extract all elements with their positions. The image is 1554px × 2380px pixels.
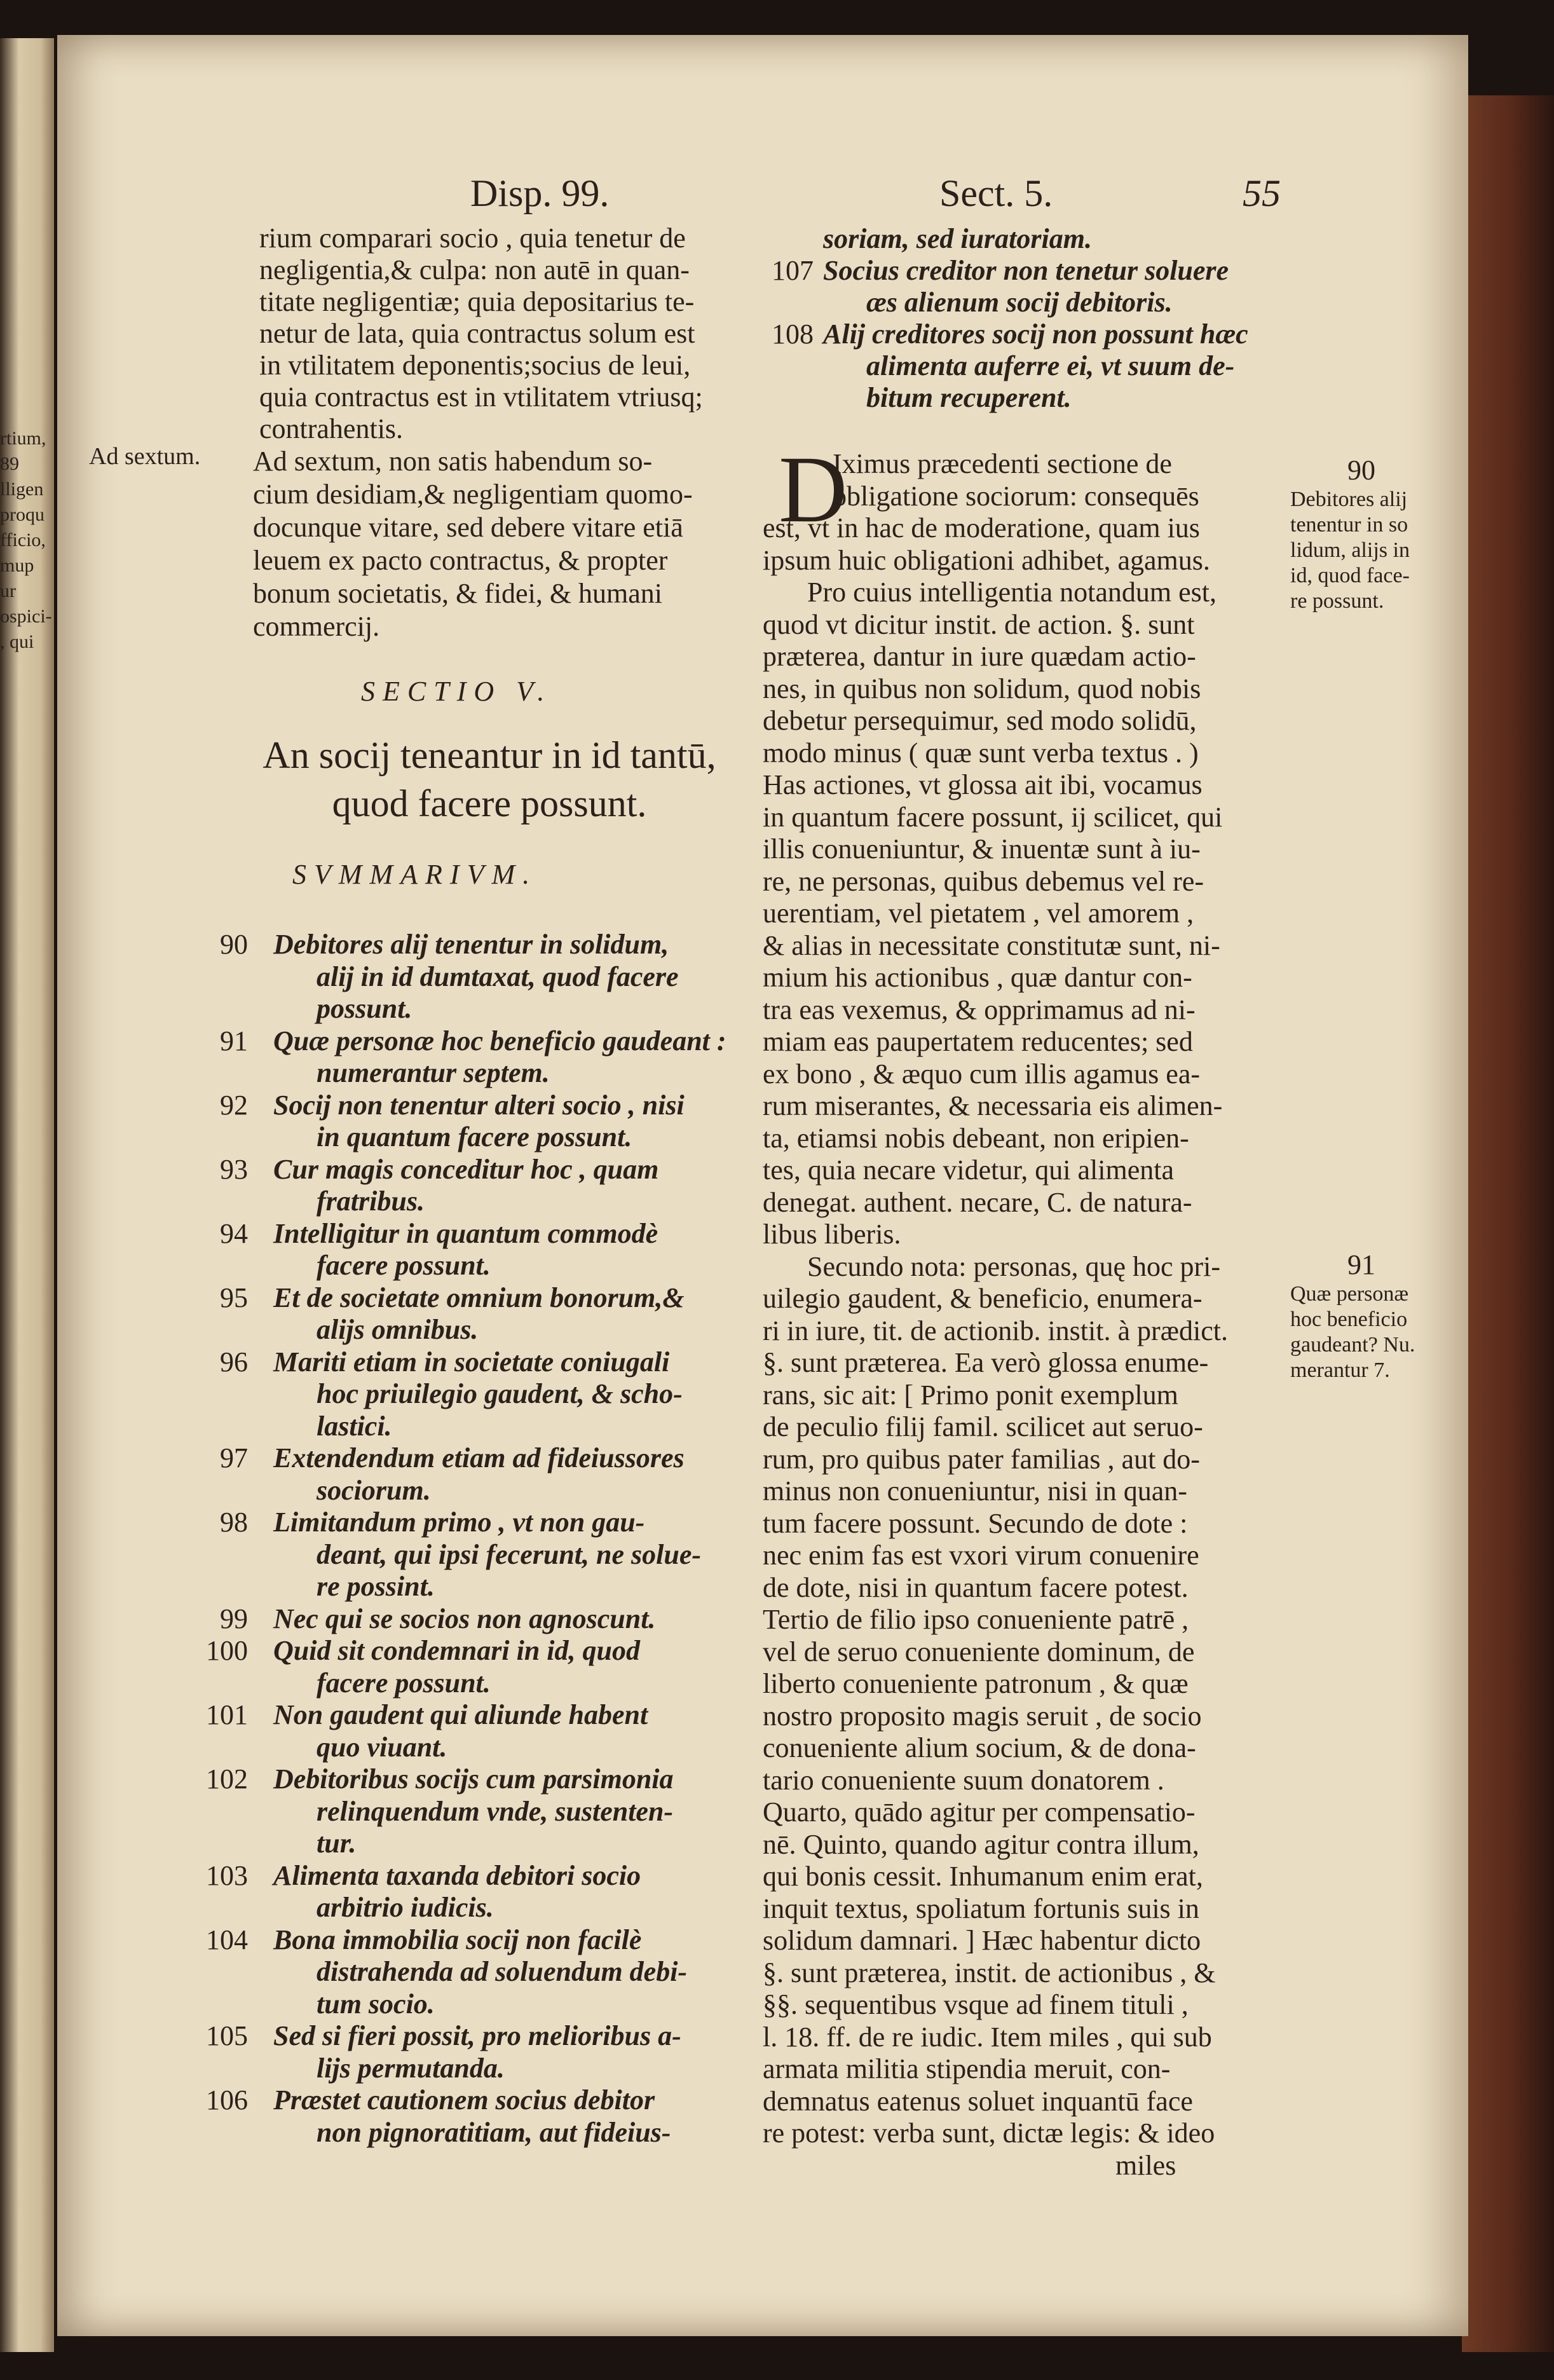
margin-note-line: re possunt.: [1290, 589, 1384, 613]
body-line: uilegio gaudent, & beneficio, enumera-: [763, 1283, 1203, 1314]
summary-number: 98: [220, 1507, 248, 1538]
text-line: titate negligentiæ; quia depositarius te-: [259, 286, 695, 317]
summary-number: 107: [772, 255, 814, 286]
summary-text-line: Mariti etiam in societate coniugali: [273, 1346, 670, 1378]
body-line: ri in iure, tit. de actionib. instit. à prædict.: [763, 1315, 1228, 1346]
summary-text-line: Socij non tenentur alteri socio , nisi: [273, 1089, 685, 1121]
summary-text-line: facere possunt.: [317, 1667, 491, 1699]
summary-number: 96: [220, 1346, 248, 1378]
summary-text-line: Sed si fieri possit, pro melioribus a-: [273, 2020, 681, 2051]
summary-text-line: lastici.: [317, 1410, 392, 1442]
body-line: nē. Quinto, quando agitur contra illum,: [763, 1828, 1199, 1860]
body-line: tario conueniente suum donatorem .: [763, 1764, 1164, 1796]
text-line: commercij.: [253, 611, 380, 642]
body-line: inquit textus, spoliatum fortunis suis in: [763, 1892, 1199, 1924]
summary-text-line: alij in id dumtaxat, quod facere: [317, 961, 679, 992]
summary-text-line: alijs omnibus.: [317, 1314, 479, 1345]
summarium-heading: SVMMARIVM.: [292, 859, 538, 890]
body-line: nec enim fas est vxori virum conuenire: [763, 1540, 1199, 1571]
margin-note-line: merantur 7.: [1290, 1358, 1390, 1382]
body-line: denegat. authent. necare, C. de natura-: [763, 1186, 1192, 1218]
body-line: liberto conueniente patronum , & quæ: [763, 1668, 1189, 1699]
summary-text-line: Alij creditores socij non possunt hæc: [823, 318, 1248, 350]
text-line: in vtilitatem deponentis;socius de leui,: [259, 350, 691, 381]
summary-number: 105: [206, 2020, 248, 2051]
body-line: Tertio de filio ipso conueniente patrē ,: [763, 1604, 1189, 1635]
body-line: solidum damnari. ] Hæc habentur dicto: [763, 1925, 1201, 1956]
text-line: bonum societatis, & fidei, & humani: [253, 578, 663, 609]
left-fragment: ospici-: [0, 606, 52, 627]
body-line: minus non conueniuntur, nisi in quan-: [763, 1475, 1187, 1507]
left-top-text: [259, 222, 703, 445]
left-page-fragments: [0, 426, 51, 655]
summary-text-line: in quantum facere possunt.: [317, 1121, 632, 1152]
section-heading: SECTIO V.: [361, 676, 552, 707]
left-fragment: ur: [0, 580, 16, 601]
body-line: de dote, nisi in quantum facere potest.: [763, 1571, 1189, 1603]
text-line: contrahentis.: [259, 413, 404, 444]
text-line: quia contractus est in vtilitatem vtriusq;: [259, 381, 703, 413]
book-page-edge: [1462, 95, 1554, 2352]
body-line: & alias in necessitate constitutæ sunt, ni-: [763, 929, 1220, 961]
body-line: qui bonis cessit. Inhumanum enim erat,: [763, 1861, 1203, 1892]
body-line: Has actiones, vt glossa ait ibi, vocamus: [763, 769, 1203, 800]
summary-text-line: Et de societate omnium bonorum,&: [273, 1282, 685, 1313]
left-fragment: mup: [0, 555, 34, 576]
summary-number: 94: [220, 1217, 248, 1249]
body-line: mium his actionibus , quæ dantur con-: [763, 962, 1192, 993]
page-number: 55: [1243, 172, 1281, 214]
summary-number: 104: [206, 1924, 248, 1955]
summary-number: 101: [206, 1699, 248, 1730]
body-line: nes, in quibus non solidum, quod nobis: [763, 673, 1201, 704]
summary-text-line: Intelligitur in quantum commodè: [273, 1217, 658, 1249]
body-line: rum, pro quibus pater familias , aut do-: [763, 1443, 1200, 1475]
margin-note-line: hoc beneficio: [1290, 1308, 1408, 1331]
summary-number: 100: [206, 1635, 248, 1666]
left-fragment: proqu: [0, 504, 44, 525]
section-title: [235, 731, 744, 828]
text-line: negligentia,& culpa: non autē in quan-: [259, 254, 690, 285]
margin-note-line: Debitores alij: [1290, 488, 1408, 511]
text-line: rium comparari socio , quia tenetur de: [259, 222, 686, 254]
summary-text-line: tum socio.: [317, 1988, 435, 2020]
left-fragment: 89: [0, 453, 19, 474]
summary-number: 92: [220, 1089, 248, 1121]
body-line: libus liberis.: [763, 1219, 901, 1250]
body-line: præterea, dantur in iure quædam actio-: [763, 641, 1196, 672]
summary-text-line: Limitandum primo , vt non gau-: [273, 1507, 645, 1538]
summary-text-line: Debitoribus socijs cum parsimonia: [273, 1763, 674, 1795]
summary-number: 106: [206, 2084, 248, 2116]
drop-cap: D: [779, 437, 848, 542]
summary-number: 102: [206, 1763, 248, 1795]
left-fragment: fficio,: [0, 530, 46, 551]
body-line: ex bono , & æquo cum illis agamus ea-: [763, 1058, 1200, 1090]
summary-text-line: arbitrio iudicis.: [317, 1892, 494, 1923]
summary-text-line: lijs permutanda.: [317, 2052, 505, 2084]
body-line: Iximus præcedenti sectione de: [833, 448, 1172, 479]
margin-note-line: tenentur in so: [1290, 513, 1408, 537]
body-line: obligatione sociorum: consequēs: [833, 480, 1199, 512]
left-fragment: rtium,: [0, 428, 46, 449]
text-line: leuem ex pacto contractus, & propter: [253, 545, 668, 576]
body-line: uerentiam, vel pietatem , vel amorem ,: [763, 898, 1194, 929]
margin-note-ad-sextum: Ad sextum.: [89, 443, 201, 470]
body-line: rans, sic ait: [ Primo ponit exemplum: [763, 1379, 1178, 1411]
body-line: Pro cuius intelligentia notandum est,: [807, 577, 1217, 608]
body-line: re, ne personas, quibus debemus vel re-: [763, 865, 1204, 897]
summary-text-line: tur.: [317, 1828, 357, 1859]
margin-note-line: gaudeant? Nu.: [1290, 1333, 1415, 1357]
text-line: cium desidiam,& negligentiam quomo-: [253, 479, 693, 510]
summary-text-line: bitum recuperent.: [866, 382, 1072, 413]
running-head-sect: Sect. 5.: [939, 172, 1053, 214]
body-line: rum miserantes, & necessaria eis alimen-: [763, 1090, 1223, 1121]
body-line: re potest: verba sunt, dictæ legis: & ideo: [763, 2117, 1215, 2149]
body-line: nostro proposito magis seruit , de socio: [763, 1700, 1202, 1732]
summary-text-line: Quæ personæ hoc beneficio gaudeant :: [273, 1025, 726, 1057]
body-line: miam eas paupertatem reducentes; sed: [763, 1026, 1193, 1057]
body-line: §§. sequentibus vsque ad finem tituli ,: [763, 1989, 1189, 2020]
title-line: An socij teneantur in id tantū,: [262, 734, 716, 776]
summary-number: 91: [220, 1025, 248, 1057]
summary-number: 90: [220, 929, 248, 960]
left-fragment: , qui: [0, 631, 34, 652]
summary-text-line: alimenta auferre ei, vt suum de-: [866, 350, 1235, 381]
summary-text-line: re possint.: [317, 1571, 435, 1602]
title-line: quod facere possunt.: [332, 783, 647, 824]
summary-text-line: facere possunt.: [317, 1250, 491, 1281]
margin-note-number: 91: [1347, 1249, 1375, 1280]
body-line: l. 18. ff. de re iudic. Item miles , qui sub: [763, 2021, 1212, 2053]
body-line: modo minus ( quæ sunt verba textus . ): [763, 737, 1199, 769]
body-line: vel de seruo conueniente dominum, de: [763, 1636, 1195, 1667]
left-fragment: lligen: [0, 479, 44, 500]
running-head-disp: Disp. 99.: [470, 172, 610, 214]
summary-number: 95: [220, 1282, 248, 1313]
margin-note-line: Quæ personæ: [1290, 1282, 1409, 1306]
margin-note-line: id, quod face-: [1290, 564, 1410, 587]
summary-text-line: soriam, sed iuratoriam.: [823, 223, 1092, 254]
ad-sextum-paragraph: [253, 445, 693, 643]
body-line: Quarto, quādo agitur per compensatio-: [763, 1796, 1196, 1828]
summary-text-line: Quid sit condemnari in id, quod: [273, 1635, 641, 1666]
text-line: netur de lata, quia contractus solum est: [259, 318, 695, 349]
summary-number: 103: [206, 1859, 248, 1891]
summary-text-line: Alimenta taxanda debitori socio: [273, 1859, 641, 1891]
body-line: debetur persequimur, sed modo solidū,: [763, 705, 1197, 736]
margin-note: [1290, 1249, 1415, 1383]
summary-text-line: deant, qui ipsi fecerunt, ne solue-: [317, 1538, 702, 1570]
body-line: in quantum facere possunt, ij scilicet, qui: [763, 801, 1223, 833]
margin-note-number: 90: [1347, 455, 1375, 486]
main-body-text: [763, 437, 1228, 2182]
book-left-page-edge: [0, 38, 54, 2352]
summary-text-line: distrahenda ad soluendum debi-: [317, 1956, 688, 1987]
body-line: tum facere possunt. Secundo de dote :: [763, 1507, 1188, 1539]
summary-text-line: Nec qui se socios non agnoscunt.: [273, 1603, 656, 1634]
summary-text-line: Cur magis conceditur hoc , quam: [273, 1153, 659, 1185]
body-line: ta, etiamsi nobis debeant, non eripien-: [763, 1122, 1189, 1154]
summary-number: 99: [220, 1603, 248, 1634]
summary-text-line: hoc priuilegio gaudent, & scho-: [317, 1378, 683, 1409]
body-line: illis conueniuntur, & inuentæ sunt à iu-: [763, 833, 1201, 865]
margin-note: [1290, 455, 1410, 614]
summary-text-line: quo viuant.: [317, 1731, 447, 1763]
body-line: de peculio filij famil. scilicet aut seruo-: [763, 1411, 1203, 1442]
summary-text-line: æs alienum socij debitoris.: [866, 287, 1173, 318]
margin-note-line: lidum, alijs in: [1290, 538, 1410, 562]
text-line: docunque vitare, sed debere vitare etiā: [253, 512, 683, 543]
summary-text-line: Socius creditor non tenetur soluere: [823, 255, 1229, 286]
body-line: §. sunt præterea, instit. de actionibus , &: [763, 1957, 1216, 1988]
body-line: conueniente alium socium, & de dona-: [763, 1732, 1196, 1763]
summary-text-line: Extendendum etiam ad fideiussores: [273, 1442, 685, 1474]
body-line: quod vt dicitur instit. de action. §. sunt: [763, 608, 1195, 640]
summary-text-line: relinquendum vnde, sustenten-: [317, 1795, 674, 1827]
summary-text-line: possunt.: [317, 993, 412, 1024]
body-line: tra eas vexemus, & opprimamus ad ni-: [763, 994, 1196, 1025]
summary-text-line: Præstet cautionem socius debitor: [273, 2084, 655, 2116]
body-line: §. sunt præterea. Ea verò glossa enume-: [763, 1347, 1209, 1378]
text-line: Ad sextum, non satis habendum so-: [253, 446, 653, 477]
summary-text-line: sociorum.: [317, 1474, 431, 1506]
summary-number: 97: [220, 1442, 248, 1474]
body-line: ipsum huic obligationi adhibet, agamus.: [763, 544, 1210, 576]
summary-text-line: non pignoratitiam, aut fideius-: [317, 2116, 671, 2148]
summary-text-line: fratribus.: [317, 1186, 425, 1217]
summary-text-line: Debitores alij tenentur in solidum,: [273, 929, 669, 960]
summary-text-line: Bona immobilia socij non facilè: [273, 1924, 642, 1955]
summary-number: 93: [220, 1153, 248, 1185]
body-line: demnatus eatenus soluet inquantū face: [763, 2085, 1193, 2117]
body-line: tes, quia necare videtur, qui alimenta: [763, 1154, 1174, 1186]
summary-text-line: Non gaudent qui aliunde habent: [273, 1699, 648, 1730]
summary-text-line: numerantur septem.: [317, 1057, 550, 1088]
body-line: est, vt in hac de moderatione, quam ius: [763, 512, 1200, 544]
summary-number: 108: [772, 318, 814, 350]
body-line: miles: [1115, 2149, 1176, 2181]
body-line: armata militia stipendia meruit, con-: [763, 2053, 1171, 2084]
body-line: Secundo nota: personas, quę hoc pri-: [807, 1250, 1221, 1282]
